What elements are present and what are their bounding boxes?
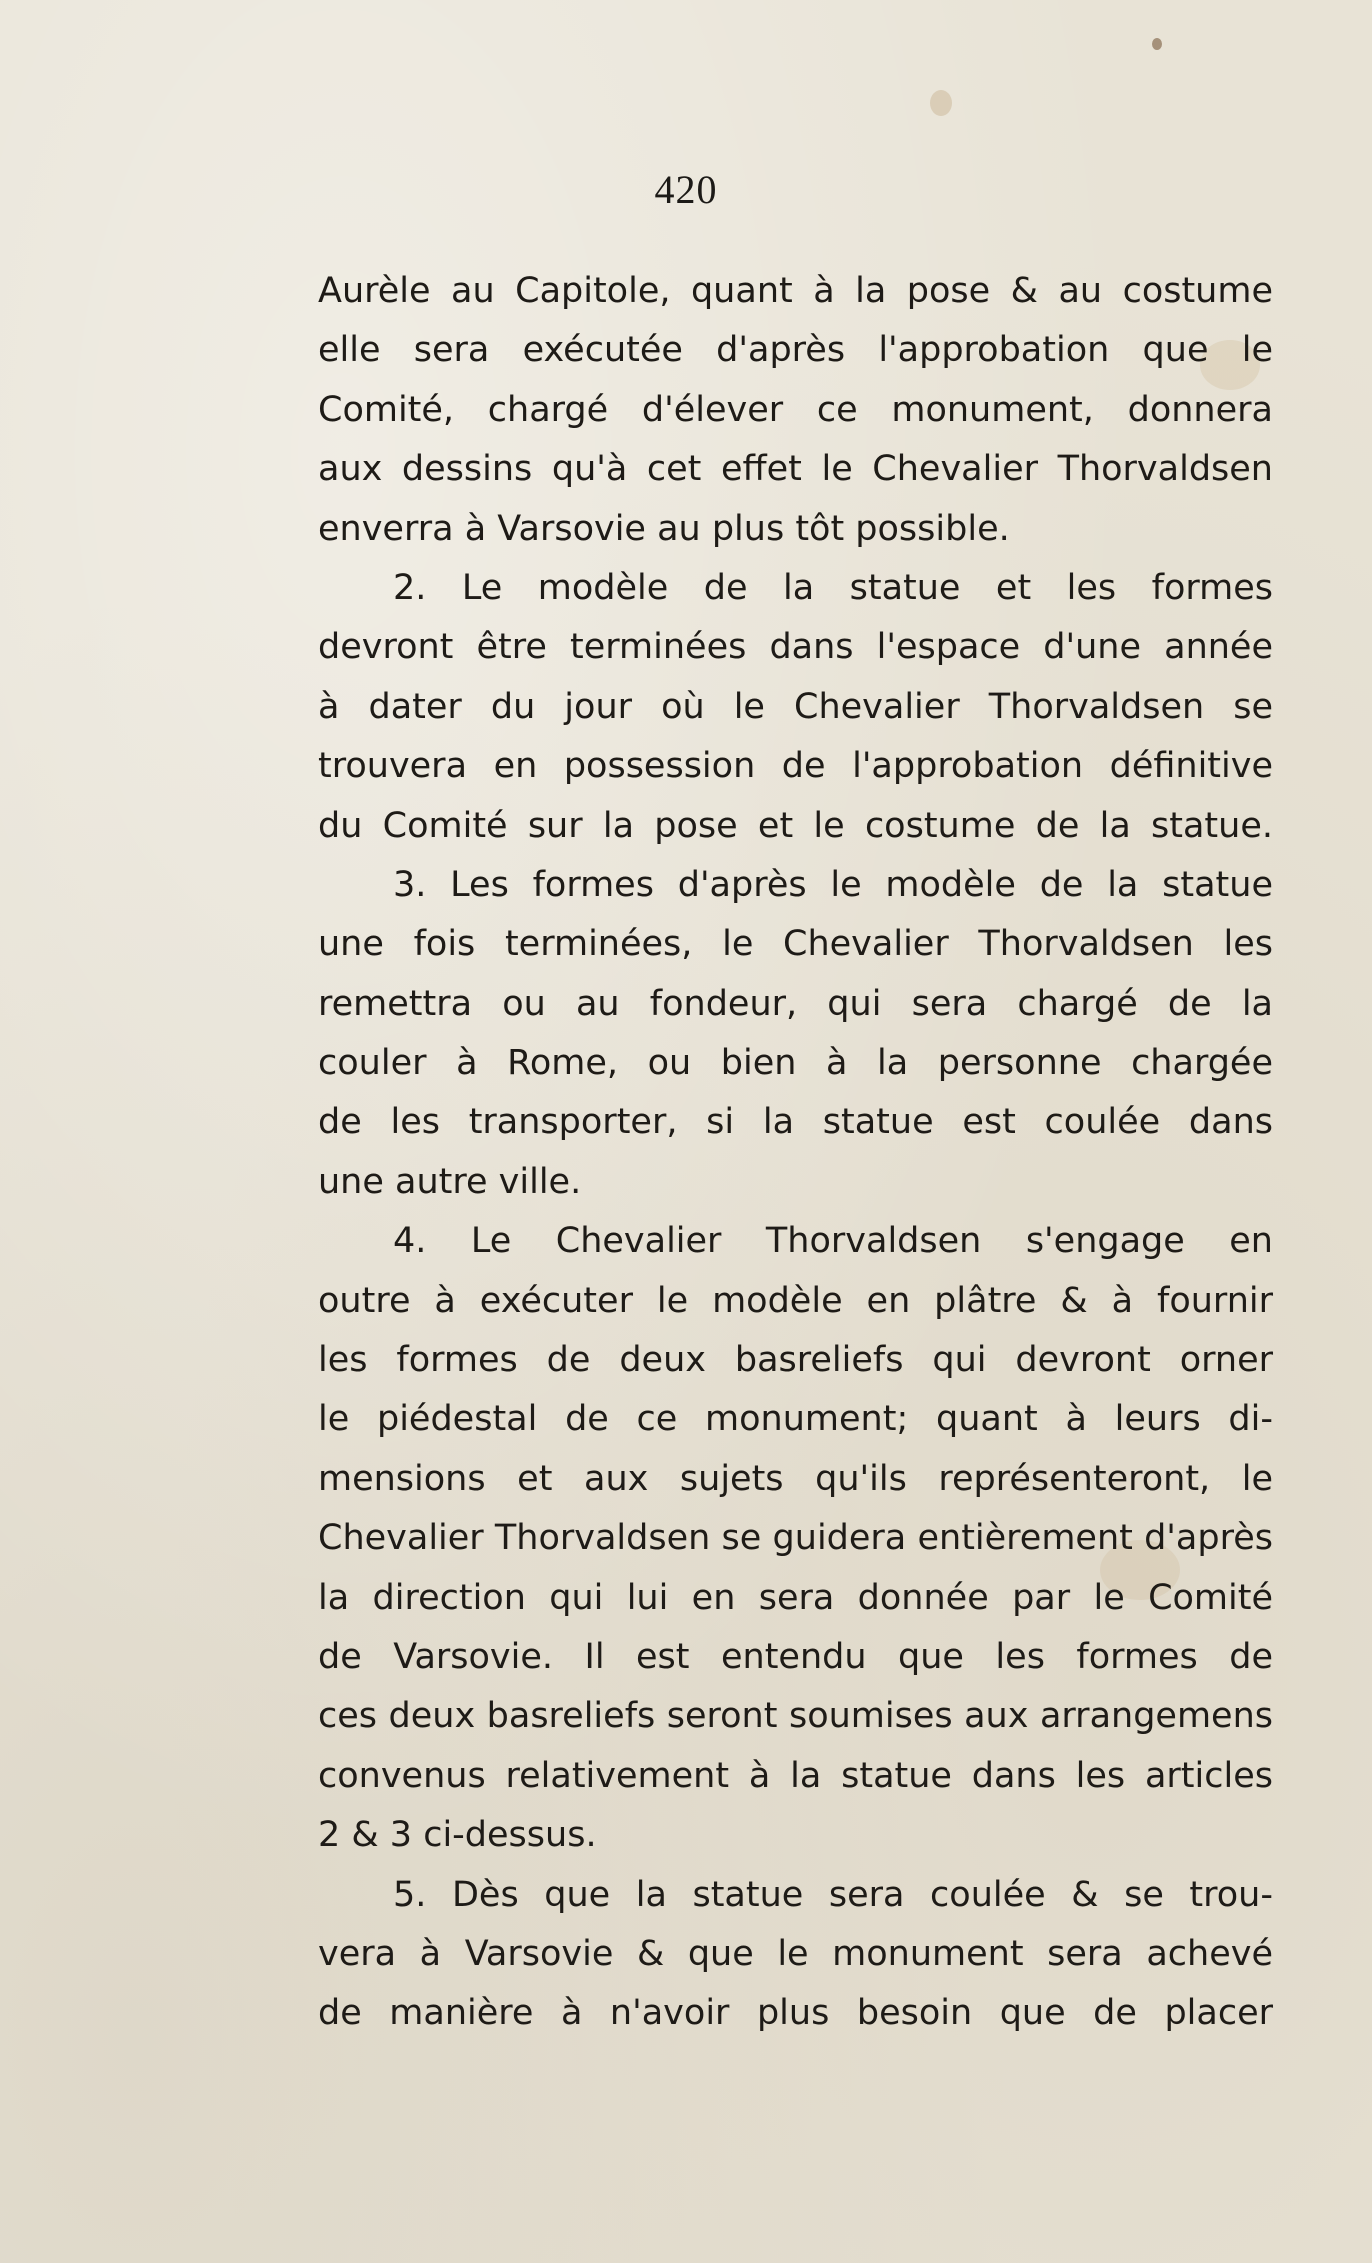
text-line: trouvera en possession de l'approbation définitive bbox=[318, 746, 1273, 787]
text-line: les formes de deux basreliefs qui devront orner bbox=[318, 1340, 1273, 1381]
article-3-start: 3. Les formes d'après le modèle de la statue bbox=[393, 864, 1273, 905]
text-line: devront être terminées dans l'espace d'une année bbox=[318, 627, 1273, 668]
body-text bbox=[318, 262, 1273, 2044]
text-line: Comité, chargé d'élever ce monument, donnera bbox=[318, 389, 1273, 430]
text-line: Aurèle au Capitole, quant à la pose & au costume bbox=[318, 271, 1273, 311]
text-line: à dater du jour où le Chevalier Thorvaldsen se bbox=[318, 686, 1273, 727]
text-line: la direction qui lui en sera donnée par le Comité bbox=[318, 1577, 1273, 1618]
text-line: Chevalier Thorvaldsen se guidera entièrement d'après bbox=[318, 1518, 1273, 1559]
article-2-start: 2. Le modèle de la statue et les formes bbox=[393, 567, 1273, 608]
text-line: de les transporter, si la statue est coulée dans bbox=[318, 1102, 1273, 1143]
text-line: du Comité sur la pose et le costume de la statue. bbox=[318, 805, 1273, 846]
text-line: remettra ou au fondeur, qui sera chargé de la bbox=[318, 983, 1273, 1024]
text-line: une autre ville. bbox=[318, 1161, 582, 1202]
text-line: de Varsovie. Il est entendu que les formes de bbox=[318, 1636, 1273, 1677]
text-line: elle sera exécutée d'après l'approbation que le bbox=[318, 330, 1273, 371]
text-line: outre à exécuter le modèle en plâtre & à fournir bbox=[318, 1280, 1273, 1321]
article-4-start: 4. Le Chevalier Thorvaldsen s'engage en bbox=[393, 1221, 1273, 1262]
article-5-start: 5. Dès que la statue sera coulée & se trou- bbox=[393, 1874, 1273, 1915]
text-line: de manière à n'avoir plus besoin que de placer bbox=[318, 1993, 1273, 2034]
text-line: enverra à Varsovie au plus tôt possible. bbox=[318, 508, 1010, 549]
text-line: couler à Rome, ou bien à la personne chargée bbox=[318, 1043, 1273, 1084]
paper-stain bbox=[930, 90, 952, 116]
text-line: vera à Varsovie & que le monument sera achevé bbox=[318, 1933, 1273, 1974]
paper-stain bbox=[1152, 38, 1162, 50]
text-line: mensions et aux sujets qu'ils représenteront, le bbox=[318, 1458, 1273, 1499]
text-line: ces deux basreliefs seront soumises aux arrangemens bbox=[318, 1696, 1273, 1737]
page-number: 420 bbox=[654, 167, 718, 212]
text-line: aux dessins qu'à cet effet le Chevalier Thorvaldsen bbox=[318, 449, 1273, 490]
text-line: 2 & 3 ci-dessus. bbox=[318, 1815, 597, 1856]
text-line: une fois terminées, le Chevalier Thorvaldsen les bbox=[318, 924, 1273, 965]
text-line: convenus relativement à la statue dans les articles bbox=[318, 1755, 1273, 1796]
text-line: le piédestal de ce monument; quant à leurs di- bbox=[318, 1399, 1273, 1440]
